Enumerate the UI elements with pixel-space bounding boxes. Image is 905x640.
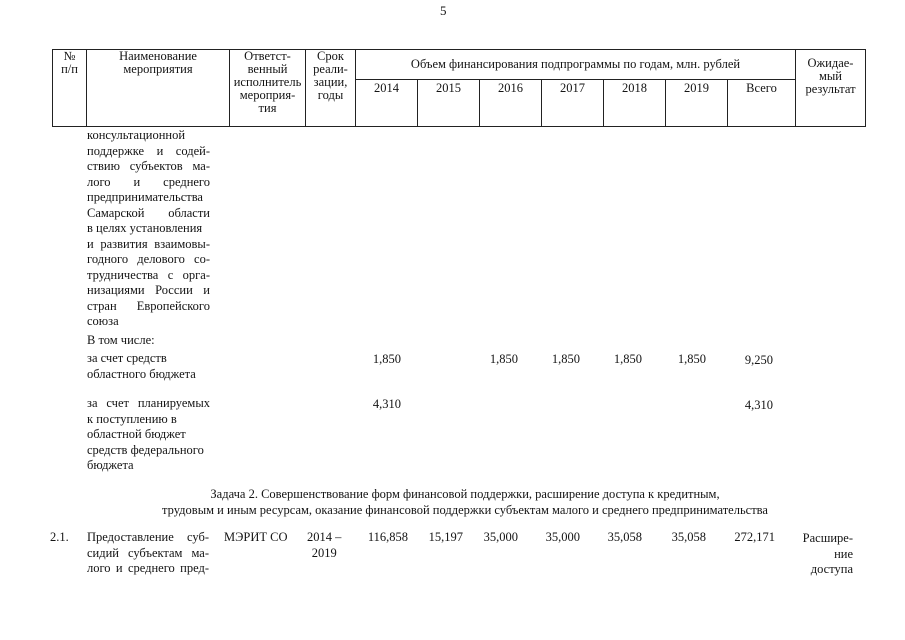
item-value: 35,058 [607, 530, 642, 544]
row-label-regional-budget: за счет средств областного бюджета [87, 351, 196, 381]
header-year: 2016 [480, 80, 542, 127]
including-label: В том числе: [87, 333, 155, 347]
value-cell: 1,850 [489, 352, 518, 366]
header-finance: Объем финансирования подпрограммы по годам, млн. рублей [356, 50, 796, 80]
header-result: Ожидае- мый результат [796, 50, 866, 127]
header-year: 2014 [356, 80, 418, 127]
header-year: 2015 [418, 80, 480, 127]
value-cell: 1,850 [677, 352, 706, 366]
page-number: 5 [440, 3, 447, 18]
header-year: 2018 [604, 80, 666, 127]
value-cell: 4,310 [372, 397, 401, 411]
item-value: 15,197 [428, 530, 463, 544]
item-number: 2.1. [50, 530, 69, 544]
row-label-federal-budget: за счет планируемых к поступлению в областной бюджет средств федерального бюджета [87, 396, 210, 472]
header-total: Всего [728, 80, 796, 127]
header-year: 2017 [542, 80, 604, 127]
value-cell: 1,850 [613, 352, 642, 366]
table-header [52, 49, 866, 127]
header-year: 2019 [666, 80, 728, 127]
item-executor: МЭРИТ СО [224, 530, 288, 544]
task-heading: Задача 2. Совершенствование форм финансовой поддержки, расширение доступа к кредитным, трудовым и иным ресурсам, оказание финансовой поддержки субъектам малого и среднего предпринимательства [162, 487, 768, 517]
item-name: Предоставление суб- сидий субъектам ма- лого и среднего пред- [87, 530, 209, 575]
item-value: 35,000 [483, 530, 518, 544]
value-cell: 1,850 [551, 352, 580, 366]
item-value-total: 272,171 [734, 530, 775, 544]
header-term: Срок реали- зации, годы [306, 50, 356, 127]
header-executor: Ответст- венный исполнитель мероприя- тия [230, 50, 306, 127]
value-cell-total: 4,310 [744, 398, 773, 412]
item-result: Расшире- ние доступа [802, 531, 853, 576]
item-value: 35,058 [671, 530, 706, 544]
continued-item-name: консультационной поддержке и содей- ствию субъектов ма- лого и среднего предпринимательства Самарской области в целях установления и развития взаимовы- годного делового со- трудничества с орга- низациями России и стран Европейского союза [87, 128, 210, 328]
value-cell: 1,850 [372, 352, 401, 366]
item-value: 35,000 [545, 530, 580, 544]
item-term: 2014 – 2019 [307, 530, 342, 560]
value-cell-total: 9,250 [744, 353, 773, 367]
header-num: № п/п [53, 50, 87, 127]
header-name: Наименование мероприятия [87, 50, 230, 127]
item-value: 116,858 [367, 530, 408, 544]
